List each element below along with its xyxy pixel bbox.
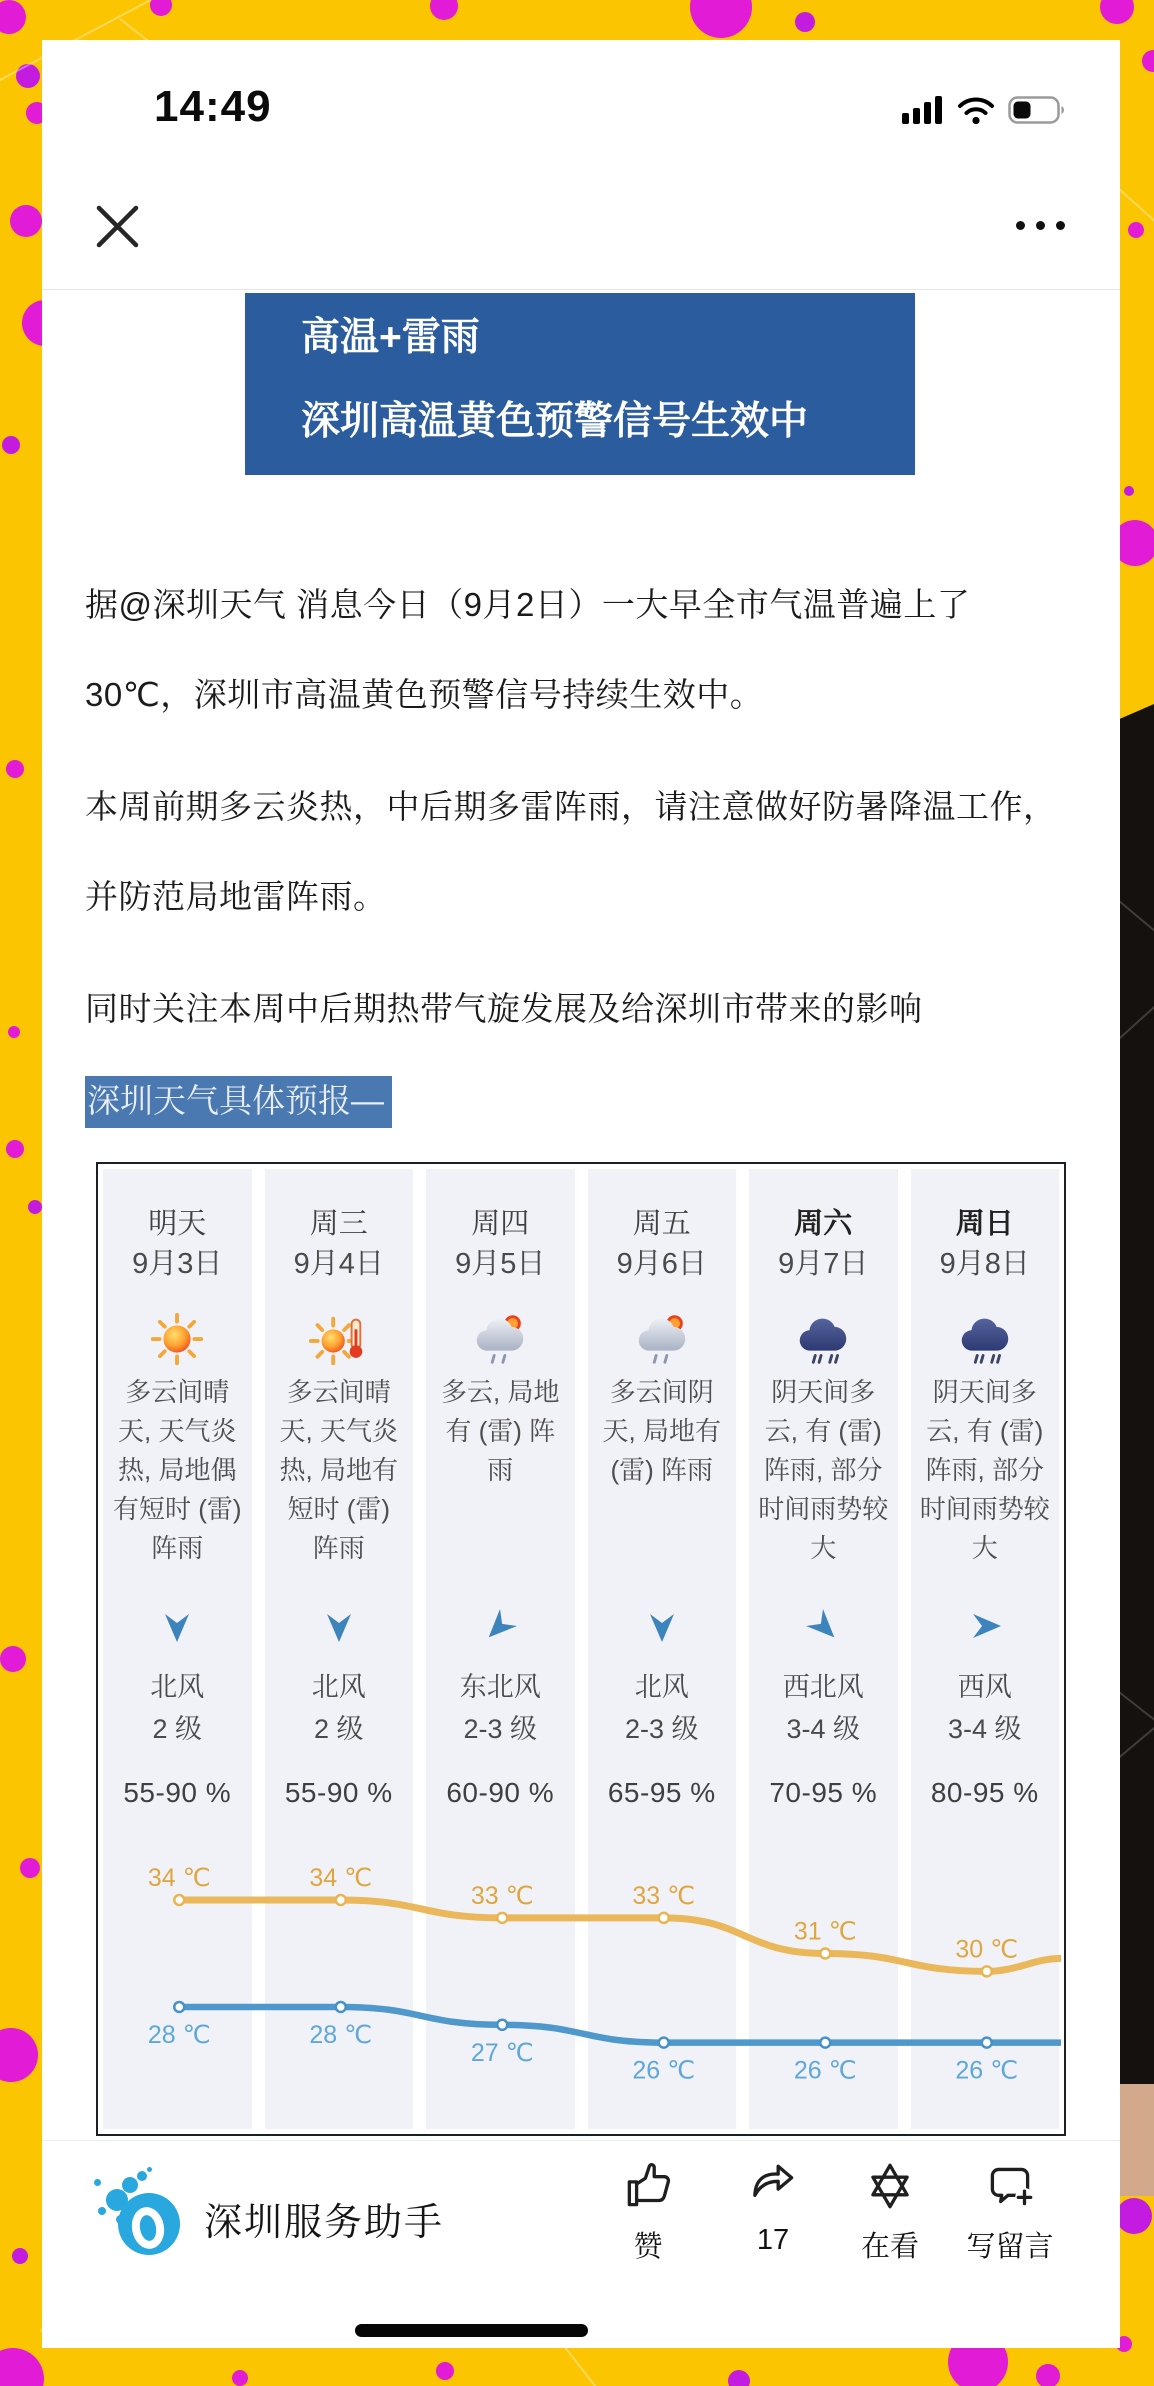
wind-direction-icon (588, 1603, 737, 1649)
wind-level-label: 3-4 级 (786, 1714, 861, 1744)
date-label: 9月6日 (616, 1248, 707, 1280)
frame-dot (1036, 2364, 1060, 2386)
forecast-column (103, 1169, 252, 2129)
frame-dot (430, 0, 458, 20)
account-name[interactable]: 深圳服务助手 (204, 2202, 445, 2244)
banner-subtitle: 深圳高温黄色预警信号生效中 (301, 400, 809, 443)
forecast-column (588, 1169, 737, 2129)
frame-dot (8, 1026, 20, 1038)
svg-text:26 ℃: 26 ℃ (955, 2056, 1019, 2085)
svg-text:26 ℃: 26 ℃ (793, 2056, 857, 2085)
svg-text:28 ℃: 28 ℃ (147, 2020, 211, 2049)
forecast-column (265, 1169, 414, 2129)
more-menu-icon[interactable] (1016, 221, 1065, 230)
wind-level-label: 2 级 (152, 1714, 203, 1744)
cloud-sun-rain-icon (588, 1307, 737, 1371)
frame-dot (6, 760, 24, 778)
forecast-column (749, 1169, 898, 2129)
humidity-label: 60-90 % (446, 1777, 555, 1808)
humidity-label: 55-90 % (284, 1777, 393, 1808)
account-avatar[interactable] (92, 2167, 180, 2255)
banner-title: 高温+雷雨 (301, 316, 480, 359)
frame-dot (728, 2370, 750, 2386)
action-bar (42, 2140, 1120, 2348)
wind-direction-icon (749, 1603, 898, 1649)
humidity-label: 65-95 % (607, 1777, 716, 1808)
cellular-signal-icon (902, 96, 944, 129)
date-label: 9月7日 (778, 1248, 869, 1280)
frame-dot (436, 2362, 454, 2380)
svg-text:30 ℃: 30 ℃ (955, 1935, 1019, 1964)
frame-dot (10, 205, 42, 237)
wow-icon (861, 2202, 919, 2219)
frame-dot (2, 436, 20, 454)
home-indicator[interactable] (355, 2324, 588, 2337)
svg-text:31 ℃: 31 ℃ (793, 1917, 857, 1946)
action-label: 赞 (633, 2231, 663, 2263)
phone-screen (42, 40, 1120, 2347)
weather-description: 阴天间多云, 有 (雷) 阵雨, 部分时间雨势较大 (758, 1377, 889, 1563)
date-label: 9月3日 (132, 1248, 223, 1280)
wind-direction-icon (103, 1603, 252, 1649)
frame-dot (0, 0, 26, 34)
frame-dot (12, 2248, 28, 2264)
wind-level-label: 2-3 级 (463, 1714, 538, 1744)
wind-direction-icon (426, 1603, 575, 1649)
sun-hot-icon (265, 1307, 414, 1371)
wind-direction-icon (911, 1603, 1060, 1649)
background-photo-skin (1118, 2084, 1154, 2196)
article-body (85, 560, 1077, 1128)
action-wow[interactable] (830, 2157, 950, 2265)
warning-banner-image[interactable] (245, 293, 915, 475)
wind-direction-label: 东北风 (459, 1672, 541, 1702)
wind-direction-label: 西风 (957, 1672, 1012, 1702)
wind-direction-icon (265, 1603, 414, 1649)
frame-dot (28, 1200, 42, 1214)
frame-dot (1142, 50, 1154, 72)
svg-text:33 ℃: 33 ℃ (632, 1881, 696, 1910)
action-thumb-up[interactable] (588, 2157, 708, 2265)
svg-text:34 ℃: 34 ℃ (147, 1864, 211, 1892)
frame-dot (0, 2348, 44, 2386)
frame-dot (1124, 486, 1134, 496)
rain-icon (911, 1307, 1060, 1371)
battery-icon (1008, 96, 1068, 129)
wind-level-label: 2 级 (313, 1714, 364, 1744)
frame-dot (1100, 0, 1134, 24)
comment-icon (981, 2202, 1039, 2219)
article-paragraph: 据@深圳天气 消息今日（9月2日）一大早全市气温普遍上了30℃，深圳市高温黄色预警信号持续生效中。 (85, 586, 971, 713)
date-label: 9月8日 (939, 1248, 1030, 1280)
article-paragraph: 本周前期多云炎热，中后期多雷阵雨，请注意做好防暑降温工作，并防范局地雷阵雨。 (85, 788, 1057, 915)
svg-text:34 ℃: 34 ℃ (309, 1864, 373, 1892)
weather-description: 阴天间多云, 有 (雷) 阵雨, 部分时间雨势较大 (919, 1377, 1050, 1563)
frame-dot (20, 1858, 40, 1878)
cloud-sun-rain-icon (426, 1307, 575, 1371)
wind-direction-label: 北风 (150, 1672, 205, 1702)
weather-description: 多云间晴天, 天气炎热, 局地有短时 (雷) 阵雨 (279, 1377, 398, 1563)
article-paragraph: 同时关注本周中后期热带气旋发展及给深圳市带来的影响 (85, 990, 923, 1027)
svg-text:33 ℃: 33 ℃ (470, 1881, 534, 1910)
day-label: 周日 (955, 1208, 1014, 1240)
weather-description: 多云间阴天, 局地有 (雷) 阵雨 (602, 1377, 721, 1485)
humidity-label: 70-95 % (769, 1777, 878, 1808)
action-label: 17 (756, 2224, 790, 2256)
action-label: 写留言 (966, 2231, 1054, 2263)
date-label: 9月4日 (293, 1248, 384, 1280)
day-label: 周三 (309, 1208, 368, 1240)
close-icon[interactable] (94, 203, 141, 250)
forecast-column (911, 1169, 1060, 2129)
nav-divider (42, 289, 1120, 290)
frame-dot (150, 0, 172, 16)
wind-level-label: 2-3 级 (624, 1714, 699, 1744)
wind-direction-label: 北风 (311, 1672, 366, 1702)
frame-dot (232, 2370, 248, 2386)
status-icons (902, 96, 1068, 129)
day-label: 周四 (471, 1208, 530, 1240)
day-label: 周五 (632, 1208, 691, 1240)
rain-icon (749, 1307, 898, 1371)
frame-dot (795, 12, 815, 32)
background-photo-dark (1116, 704, 1154, 2084)
svg-text:26 ℃: 26 ℃ (632, 2056, 696, 2085)
weather-description: 多云, 局地有 (雷) 阵雨 (441, 1377, 560, 1485)
action-label: 在看 (860, 2231, 919, 2263)
wind-direction-label: 西北风 (782, 1672, 864, 1702)
date-label: 9月5日 (455, 1248, 546, 1280)
action-share[interactable] (713, 2157, 833, 2257)
day-label: 明天 (148, 1208, 207, 1240)
humidity-label: 55-90 % (123, 1777, 232, 1808)
sun-icon (103, 1307, 252, 1371)
weather-description: 多云间晴天, 天气炎热, 局地偶有短时 (雷) 阵雨 (112, 1377, 242, 1563)
frame-dot (0, 1646, 26, 1672)
share-icon (744, 2202, 802, 2219)
frame-dot (690, 0, 752, 38)
humidity-label: 80-95 % (930, 1777, 1039, 1808)
action-comment[interactable] (950, 2157, 1070, 2265)
wind-level-label: 3-4 级 (947, 1714, 1022, 1744)
highlighted-text: 深圳天气具体预报— (85, 1076, 392, 1128)
frame-dot (1116, 2198, 1152, 2234)
forecast-table-image[interactable] (96, 1162, 1066, 2136)
wind-direction-label: 北风 (634, 1672, 689, 1702)
svg-text:27 ℃: 27 ℃ (470, 2038, 534, 2067)
frame-dot (1128, 222, 1144, 238)
clock-time: 14:49 (154, 82, 272, 131)
svg-text:28 ℃: 28 ℃ (309, 2020, 373, 2049)
wifi-icon (957, 96, 995, 129)
thumb-up-icon (619, 2202, 677, 2219)
frame-dot (0, 2028, 38, 2082)
day-label: 周六 (794, 1208, 853, 1240)
forecast-column (426, 1169, 575, 2129)
frame-dot (6, 1140, 24, 1158)
